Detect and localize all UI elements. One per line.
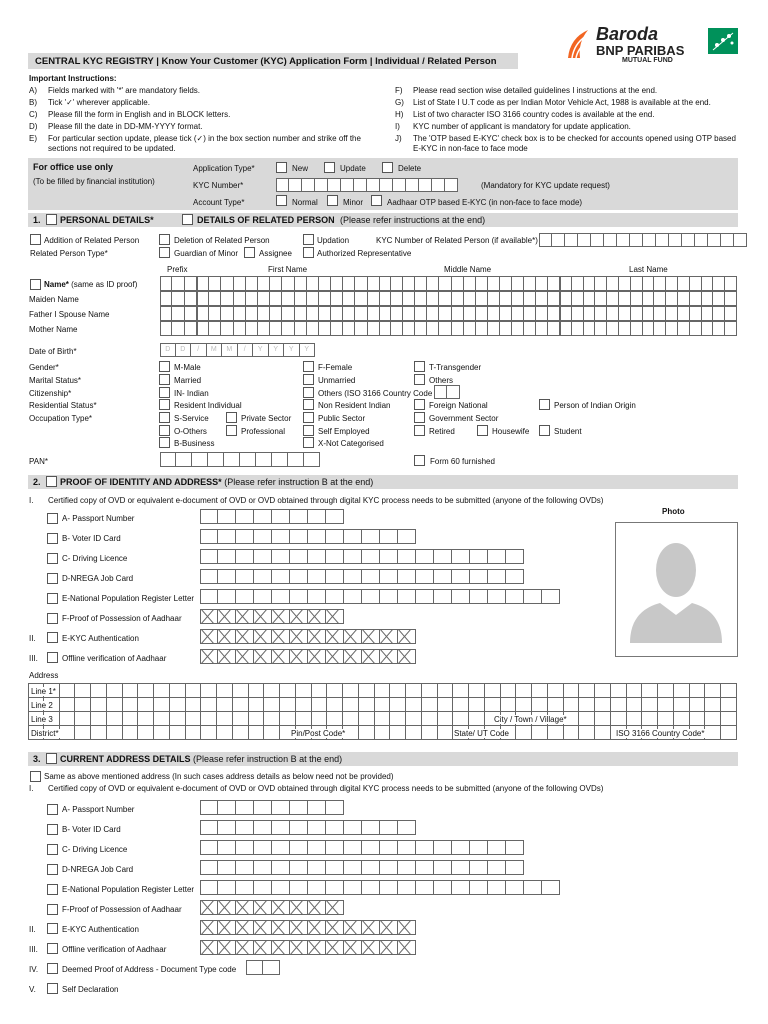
voter-checkbox[interactable] <box>47 533 58 544</box>
unmarried-checkbox[interactable] <box>303 374 314 385</box>
cur-ekyc-grid <box>200 920 416 935</box>
marital-others-checkbox[interactable] <box>414 374 425 385</box>
cur-nrega-grid[interactable] <box>200 860 524 875</box>
photo-label: Photo <box>662 507 685 516</box>
instructions-heading: Important Instructions: <box>29 74 117 83</box>
citizenship-others-checkbox[interactable] <box>303 387 314 398</box>
office-kyc-number-grid[interactable] <box>276 178 458 192</box>
office-title: For office use only <box>33 162 114 172</box>
passport-checkbox[interactable] <box>47 513 58 524</box>
name-checkbox[interactable] <box>30 279 41 290</box>
cur-npr-grid[interactable] <box>200 880 560 895</box>
cur-driving-checkbox[interactable] <box>47 844 58 855</box>
offline-aadhaar-checkbox[interactable] <box>47 652 58 663</box>
student-checkbox[interactable] <box>539 425 550 436</box>
foreign-checkbox[interactable] <box>414 399 425 410</box>
authorized-checkbox[interactable] <box>303 247 314 258</box>
ekyc-checkbox[interactable] <box>47 632 58 643</box>
delete-checkbox[interactable] <box>382 162 393 173</box>
cur-offline-checkbox[interactable] <box>47 943 58 954</box>
cur-aadhaar-checkbox[interactable] <box>47 904 58 915</box>
nri-checkbox[interactable] <box>303 399 314 410</box>
male-checkbox[interactable] <box>159 361 170 372</box>
deemed-checkbox[interactable] <box>47 963 58 974</box>
update-checkbox[interactable] <box>324 162 335 173</box>
o-others-checkbox[interactable] <box>159 425 170 436</box>
nrega-checkbox[interactable] <box>47 573 58 584</box>
married-checkbox[interactable] <box>159 374 170 385</box>
driving-checkbox[interactable] <box>47 553 58 564</box>
cur-aadhaar-grid <box>200 900 344 915</box>
bnp-stars-icon <box>708 28 738 54</box>
cur-driving-grid[interactable] <box>200 840 524 855</box>
cur-voter-grid[interactable] <box>200 820 416 835</box>
service-checkbox[interactable] <box>159 412 170 423</box>
deletion-checkbox[interactable] <box>159 234 170 245</box>
logo-sub: MUTUAL FUND <box>622 57 673 64</box>
cur-passport-checkbox[interactable] <box>47 804 58 815</box>
logo-partner: BNP PARIBAS <box>596 43 685 58</box>
business-checkbox[interactable] <box>159 437 170 448</box>
deemed-code-grid[interactable] <box>246 960 280 975</box>
govt-checkbox[interactable] <box>414 412 425 423</box>
form60-checkbox[interactable] <box>414 455 425 466</box>
addition-checkbox[interactable] <box>30 234 41 245</box>
new-checkbox[interactable] <box>276 162 287 173</box>
female-checkbox[interactable] <box>303 361 314 372</box>
proof-identity-checkbox[interactable] <box>46 476 57 487</box>
housewife-checkbox[interactable] <box>477 425 488 436</box>
cur-nrega-checkbox[interactable] <box>47 864 58 875</box>
flame-logo-icon <box>566 28 592 60</box>
cur-npr-checkbox[interactable] <box>47 884 58 895</box>
logo-brand: Baroda <box>596 24 659 44</box>
aadhaar-grid <box>200 609 344 624</box>
guardian-checkbox[interactable] <box>159 247 170 258</box>
same-address-checkbox[interactable] <box>30 771 41 782</box>
country-code-grid[interactable] <box>434 385 460 399</box>
driving-grid[interactable] <box>200 549 524 564</box>
self-declaration-checkbox[interactable] <box>47 983 58 994</box>
updation-checkbox[interactable] <box>303 234 314 245</box>
personal-details-title: PERSONAL DETAILS* <box>60 215 154 225</box>
private-checkbox[interactable] <box>226 412 237 423</box>
retired-checkbox[interactable] <box>414 425 425 436</box>
indian-checkbox[interactable] <box>159 387 170 398</box>
assignee-checkbox[interactable] <box>244 247 255 258</box>
professional-checkbox[interactable] <box>226 425 237 436</box>
voter-grid[interactable] <box>200 529 416 544</box>
minor-checkbox[interactable] <box>327 195 338 206</box>
not-categorised-checkbox[interactable] <box>303 437 314 448</box>
cur-passport-grid[interactable] <box>200 800 344 815</box>
personal-details-checkbox[interactable] <box>46 214 57 225</box>
person-silhouette-icon <box>616 523 737 656</box>
pio-checkbox[interactable] <box>539 399 550 410</box>
current-address-checkbox[interactable] <box>46 753 57 764</box>
aadhaar-otp-checkbox[interactable] <box>371 195 382 206</box>
aadhaar-checkbox[interactable] <box>47 613 58 624</box>
resident-checkbox[interactable] <box>159 399 170 410</box>
cur-offline-grid <box>200 940 416 955</box>
public-checkbox[interactable] <box>303 412 314 423</box>
office-sub: (To be filled by financial institution) <box>33 177 155 186</box>
npr-checkbox[interactable] <box>47 593 58 604</box>
passport-grid[interactable] <box>200 509 344 524</box>
pan-grid[interactable] <box>160 452 320 467</box>
dob-grid[interactable]: D D / M M / Y Y Y Y <box>160 343 315 357</box>
ekyc-grid <box>200 629 416 644</box>
normal-checkbox[interactable] <box>276 195 287 206</box>
nrega-grid[interactable] <box>200 569 524 584</box>
photo-box[interactable] <box>615 522 738 657</box>
related-kyc-grid[interactable] <box>539 233 747 247</box>
page-title: CENTRAL KYC REGISTRY | Know Your Customer (KYC) Application Form | Individual / Related Person <box>35 56 497 67</box>
cur-ekyc-checkbox[interactable] <box>47 923 58 934</box>
offline-grid <box>200 649 416 664</box>
related-person-checkbox[interactable] <box>182 214 193 225</box>
npr-grid[interactable] <box>200 589 560 604</box>
self-employed-checkbox[interactable] <box>303 425 314 436</box>
cur-voter-checkbox[interactable] <box>47 824 58 835</box>
transgender-checkbox[interactable] <box>414 361 425 372</box>
